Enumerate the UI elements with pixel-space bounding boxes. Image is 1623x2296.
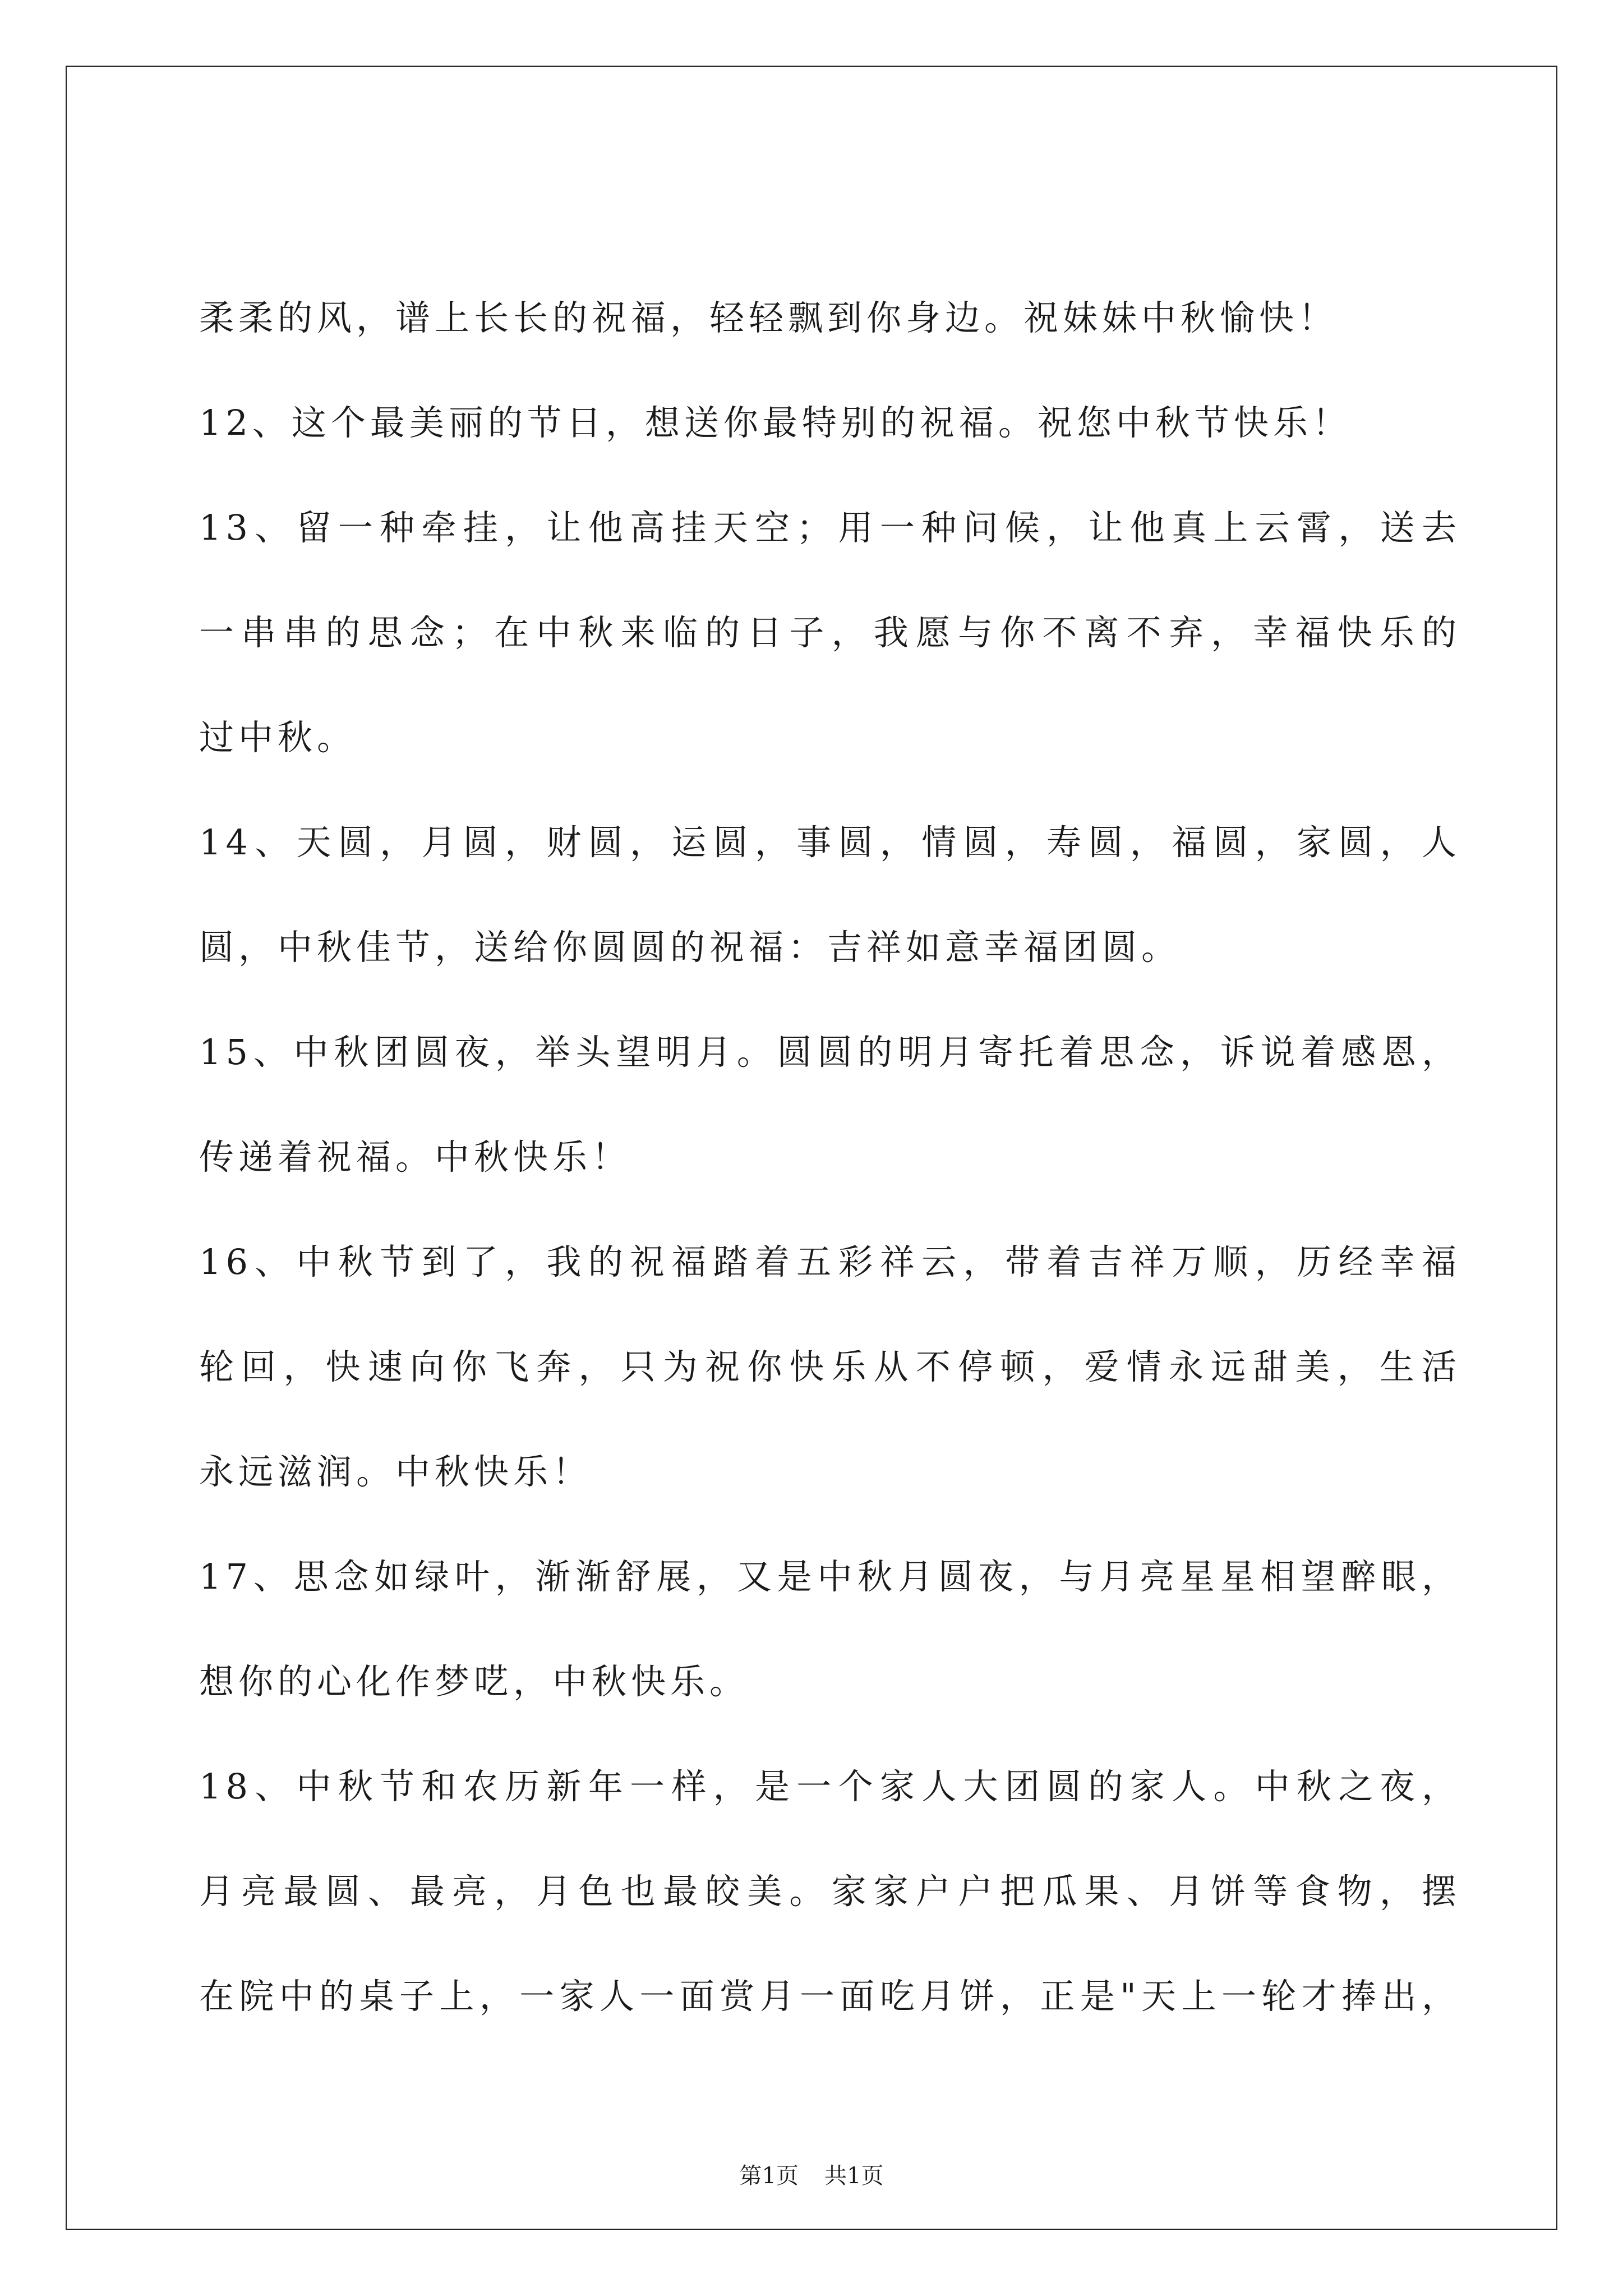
- text-line: 18、中秋节和农历新年一样，是一个家人大团圆的家人。中秋之夜，: [199, 1766, 1461, 1807]
- text-line: 12、这个最美丽的节日，想送你最特别的祝福。祝您中秋节快乐！: [199, 402, 1352, 443]
- text-line: 圆，中秋佳节，送给你圆圆的祝福：吉祥如意幸福团圆。: [199, 927, 1181, 968]
- text-line: 14、天圆，月圆，财圆，运圆，事圆，情圆，寿圆，福圆，家圆，人: [199, 822, 1461, 863]
- text-line: 一串串的思念；在中秋来临的日子，我愿与你不离不弃，幸福快乐的: [199, 612, 1461, 653]
- text-line: 17、思念如绿叶，渐渐舒展，又是中秋月圆夜，与月亮星星相望醉眼，: [199, 1556, 1461, 1597]
- document-body: [67, 67, 1556, 2229]
- page-frame: [66, 66, 1557, 2230]
- text-line: 永远滋润。中秋快乐！: [199, 1451, 592, 1492]
- text-line: 想你的心化作梦呓，中秋快乐。: [199, 1661, 749, 1702]
- text-line: 轮回，快速向你飞奔，只为祝你快乐从不停顿，爱情永远甜美，生活: [199, 1346, 1461, 1387]
- page-total: 共1页: [824, 2163, 884, 2189]
- text-line: 月亮最圆、最亮，月色也最皎美。家家户户把瓜果、月饼等食物，摆: [199, 1871, 1461, 1912]
- text-line: 13、留一种牵挂，让他高挂天空；用一种问候，让他真上云霄，送去: [199, 507, 1461, 548]
- page-number: 第1页: [739, 2163, 799, 2189]
- text-line: 过中秋。: [199, 717, 357, 758]
- page-footer: [67, 2162, 1556, 2190]
- text-line: 柔柔的风，谱上长长的祝福，轻轻飘到你身边。祝妹妹中秋愉快！: [199, 297, 1338, 338]
- text-line: 16、中秋节到了，我的祝福踏着五彩祥云，带着吉祥万顺，历经幸福: [199, 1241, 1461, 1282]
- text-line: 15、中秋团圆夜，举头望明月。圆圆的明月寄托着思念，诉说着感恩，: [199, 1032, 1461, 1073]
- text-line: 传递着祝福。中秋快乐！: [199, 1137, 631, 1177]
- text-line: 在院中的桌子上，一家人一面赏月一面吃月饼，正是"天上一轮才捧出，: [199, 1976, 1461, 2017]
